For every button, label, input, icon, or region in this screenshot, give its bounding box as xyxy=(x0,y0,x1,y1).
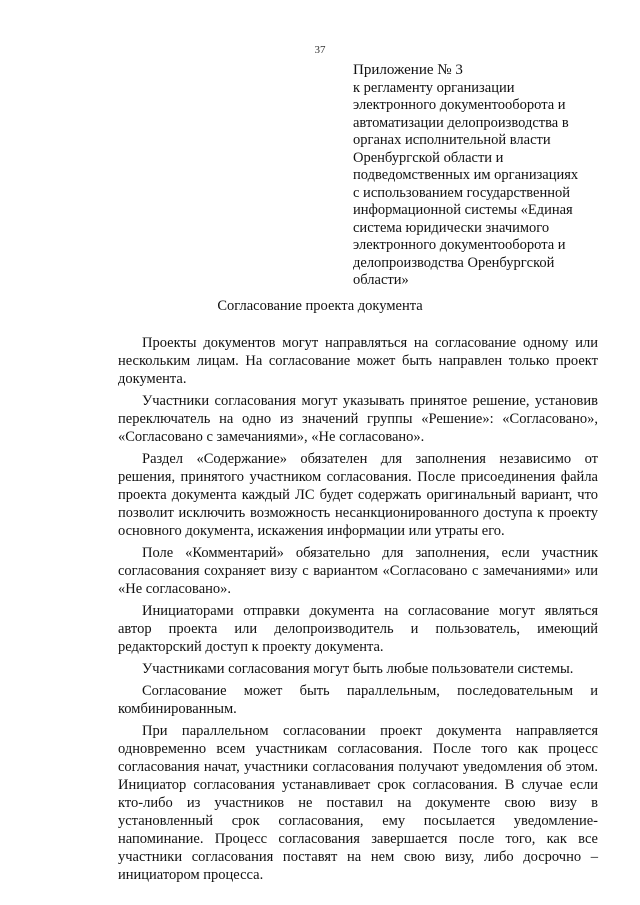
appendix-line: автоматизации делопроизводства в xyxy=(353,114,569,131)
appendix-line: делопроизводства Оренбургской xyxy=(353,254,555,271)
paragraph: Проекты документов могут направляться на согласование одному или нескольким лицам. На согласование может быть направлен только проект документа. xyxy=(118,335,598,387)
page-number: 37 xyxy=(314,44,326,56)
appendix-line: Оренбургской области и xyxy=(353,149,504,166)
appendix-line: электронного документооборота и xyxy=(353,97,566,113)
appendix-line: органах исполнительной власти xyxy=(353,132,551,148)
paragraph: Участниками согласования могут быть любые пользователи системы. xyxy=(142,661,574,677)
appendix-line: области» xyxy=(353,272,409,288)
paragraph: Согласование может быть параллельным, последовательным и комбинированным. xyxy=(118,683,598,717)
document-title: Согласование проекта документа xyxy=(217,298,423,314)
appendix-line: электронного документооборота и xyxy=(353,237,566,253)
appendix-line: подведомственных им организациях xyxy=(353,167,579,183)
paragraph: При параллельном согласовании проект документа направляется одновременно всем участникам согласования. После того как процесс согласования начат, участники согласования получают уведомления об этом. Инициатор согласования устанавливает срок согласования. В случае если кто-либо из участников не поставил на документе свою визу в установленный срок согласования, ему посылается уведомление-напоминание. Процесс согласования завершается после того, как все участники согласования поставят на нем свою визу, либо досрочно – инициатором процесса. xyxy=(118,723,598,883)
paragraph: Инициаторами отправки документа на согласование могут являться автор проекта или делопроизводитель и пользователь, имеющий редакторский доступ к проекту документа. xyxy=(118,603,598,655)
paragraph: Поле «Комментарий» обязательно для заполнения, если участник согласования сохраняет визу с вариантом «Согласовано с замечаниями» или «Не согласовано». xyxy=(118,545,598,597)
appendix-line: к регламенту организации xyxy=(353,79,515,96)
appendix-title: Приложение № 3 xyxy=(353,62,463,78)
appendix-line: с использованием государственной xyxy=(353,184,571,201)
appendix-block xyxy=(353,62,615,290)
appendix-line: информационной системы «Единая xyxy=(353,202,573,218)
appendix-description xyxy=(353,80,615,290)
paragraph: Участники согласования могут указывать принятое решение, установив переключатель на одно из значений группы «Решение»: «Согласовано», «Согласовано с замечаниями», «Не согласовано». xyxy=(118,393,598,445)
paragraph: Раздел «Содержание» обязателен для заполнения независимо от решения, принятого участником согласования. После присоединения файла проекта документа каждый ЛС будет содержать оригинальный вариант, что позволит исключить возможность несанкционированного доступа к проекту основного документа, искажения информации или утраты его. xyxy=(118,451,598,539)
appendix-line: система юридически значимого xyxy=(353,219,550,236)
document-body xyxy=(118,334,598,888)
